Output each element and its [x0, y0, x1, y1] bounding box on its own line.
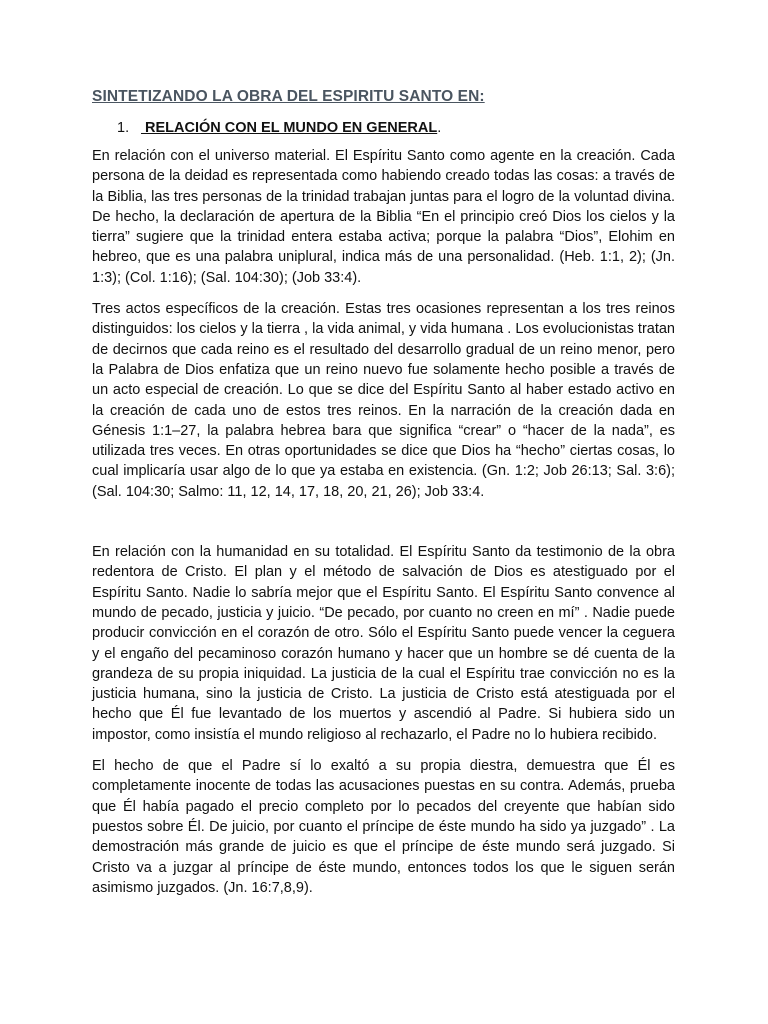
blank-line — [92, 513, 675, 542]
section-number: 1. — [117, 120, 130, 136]
document-title: SINTETIZANDO LA OBRA DEL ESPIRITU SANTO EN: — [92, 88, 485, 105]
section-heading-suffix: . — [437, 120, 442, 136]
document-page — [92, 86, 675, 909]
paragraph-padre-exalto: El hecho de que el Padre sí lo exaltó a su propia diestra, demuestra que Él es completamente inocente de todas las acusaciones puestas en su contra. Además, prueba que Él había pagado el precio completo por lo pecados del creyente que habían sido puestos sobre Él. De juicio, por cuanto el príncipe de éste mundo ha sido ya juzgado” . La demostración más grande de juicio es que el príncipe de éste mundo será juzgado. Si Cristo va a juzgar al príncipe de éste mundo, entonces todos los que le siguen serán asimismo juzgados. (Jn. 16:7,8,9). — [92, 758, 675, 896]
paragraph-humanidad: En relación con la humanidad en su totalidad. El Espíritu Santo da testimonio de la obra redentora de Cristo. El plan y el método de salvación de Dios es atestiguado por el Espíritu Santo. Nadie lo sabría mejor que el Espíritu Santo. El Espíritu Santo convence al mundo de pecado, justicia y juicio. “De pecado, por cuanto no creen en mí” . Nadie puede producir convicción en el corazón de otro. Sólo el Espíritu Santo puede vencer la ceguera y el engaño del pecaminoso corazón humano y hacer que un hombre se dé cuenta de la grandeza de su propia iniquidad. La justicia de la cual el Espíritu trae convicción no es la justicia humana, sino la justicia de Cristo. La justicia de Cristo está atestiguada por el hecho que Él fue levantado de los muertos y ascendió al Padre. Si hubiera sido un impostor, como insistía el mundo religioso al rechazarlo, el Padre no lo hubiera recibido. — [92, 544, 675, 743]
section-heading — [92, 118, 675, 138]
paragraph-universo-material: En relación con el universo material. El Espíritu Santo como agente en la creación. Cada persona de la deidad es representada como habiendo creado todas las cosas: a través de la Biblia, las tres personas de la trinidad trabajan juntas para el logro de la voluntad divina. De hecho, la declaración de apertura de la Biblia “En el principio creó Dios los cielos y la tierra” sugiere que la trinidad entera estaba activa; porque la palabra “Dios”, Elohim en hebreo, que es una palabra uniplural, indica más de una personalidad. (Heb. 1:1, 2); (Jn. 1:3); (Col. 1:16); (Sal. 104:30); (Job 33:4). — [92, 148, 675, 286]
paragraph-tres-actos-creacion: Tres actos específicos de la creación. Estas tres ocasiones representan a los tres reinos distinguidos: los cielos y la tierra , la vida animal, y vida humana . Los evolucionistas tratan de decirnos que cada reino es el resultado del desarrollo gradual de un reino menor, pero la Palabra de Dios enfatiza que un reino nuevo fue solamente hecho posible a través de un acto especial de creación. Lo que se dice del Espíritu Santo al haber estado activo en la creación de cada uno de estos tres reinos. En la narración de la creación dada en Génesis 1:1–27, la palabra hebrea bara que significa “crear” o “hacer de la nada”, es utilizada tres veces. En otras oportunidades se dice que Dios ha “hecho” ciertas cosas, lo cual implicaría usar algo de lo que ya estaba en existencia. (Gn. 1:2; Job 26:13; Sal. 3:6); (Sal. 104:30; Salmo: 11, 12, 14, 17, 18, 20, 21, 26); Job 33:4. — [92, 301, 675, 500]
section-heading-text: RELACIÓN CON EL MUNDO EN GENERAL — [141, 120, 438, 136]
